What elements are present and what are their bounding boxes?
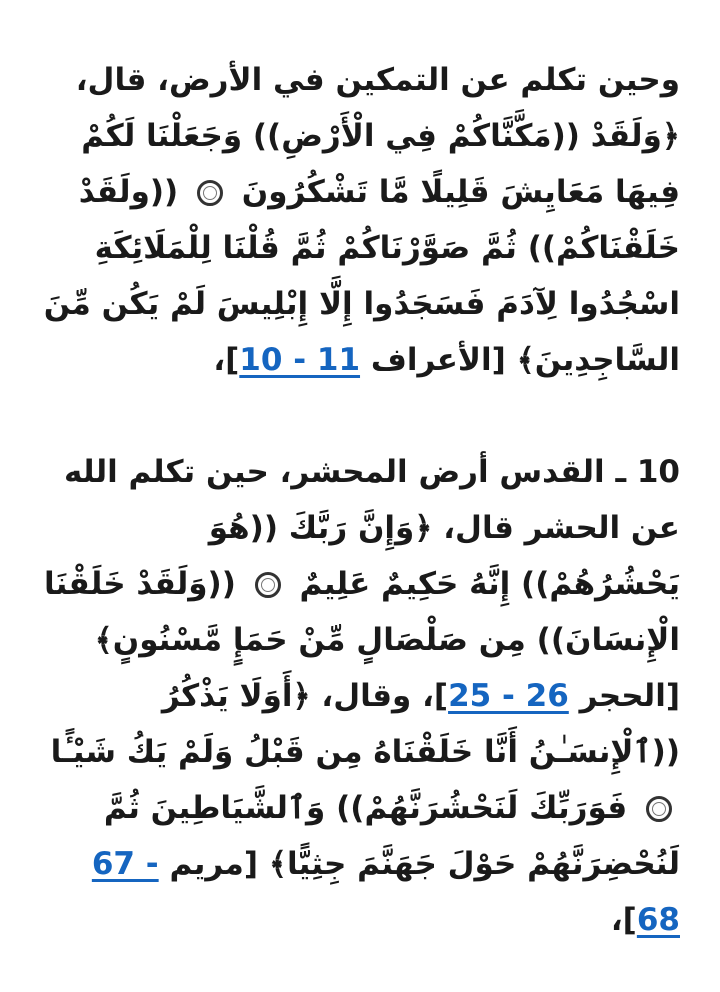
paragraph-text: ﴿أَوَلَا يَذْكُرُ ((ٱلْإِنسَـٰنُ أَنَّا خَلَقْنَاهُ مِن قَبْلُ وَلَمْ يَكُ شَيْـًٔا: [50, 678, 680, 770]
paragraph-text: ((ولَقَدْ خَلَقْنَاكُمْ)) ثُمَّ صَوَّرْنَاكُمْ ثُمَّ قُلْنَا لِلْمَلَائِكَةِ اسْجُدُوا لِآدَمَ فَسَجَدُوا إِلَّا إِبْلِيسَ لَمْ يَكُن مِّنَ السَّاجِدِينَ﴾ [الأعراف: [43, 174, 680, 378]
paragraph: [40, 444, 680, 948]
paragraph-text: ﴿وَلَقَدْ ((مَكَّنَّاكُمْ فِي الْأَرْضِ)) وَجَعَلْنَا لَكُمْ فِيهَا مَعَايِشَ قَلِيلًا مَّا تَشْكُرُونَ: [81, 118, 680, 210]
paragraph-text: ﴿وَإِنَّ رَبَّكَ ((هُوَ يَحْشُرُهُمْ)) إِنَّهُ حَكِيمٌ عَلِيمٌ: [208, 510, 680, 602]
ayah-end-marker-icon: [646, 796, 672, 822]
ayah-end-marker-icon: [255, 572, 281, 598]
paragraph-text: فَوَرَبِّكَ لَنَحْشُرَنَّهُمْ)) وَٱلشَّيَاطِينَ ثُمَّ لَنُحْضِرَنَّهُمْ حَوْلَ جَهَنَّمَ جِثِيًّا﴾ [مريم: [103, 790, 680, 882]
ayah-end-marker-icon: [197, 180, 223, 206]
verse-reference-link[interactable]: 10 - 11: [239, 342, 361, 378]
paragraph-text: ]، وقال،: [310, 678, 449, 714]
paragraph-text: ]،: [610, 902, 637, 938]
verse-reference-link[interactable]: 25 - 26: [448, 678, 569, 714]
paragraph: [40, 52, 680, 388]
document-body: [40, 52, 680, 948]
paragraph-text: ]،: [213, 342, 240, 378]
verse-reference-link[interactable]: 67 - 68: [91, 846, 680, 938]
paragraph-text: 10 ـ القدس أرض المحشر، حين تكلم الله عن الحشر قال،: [64, 454, 680, 546]
paragraph-text: وحين تكلم عن التمكين في الأرض، قال،: [75, 62, 680, 98]
paragraph-text: ((وَلَقَدْ خَلَقْنَا الْإِنسَانَ)) مِن صَلْصَالٍ مِّنْ حَمَإٍ مَّسْنُونٍ﴾ [الحجر: [44, 566, 680, 714]
